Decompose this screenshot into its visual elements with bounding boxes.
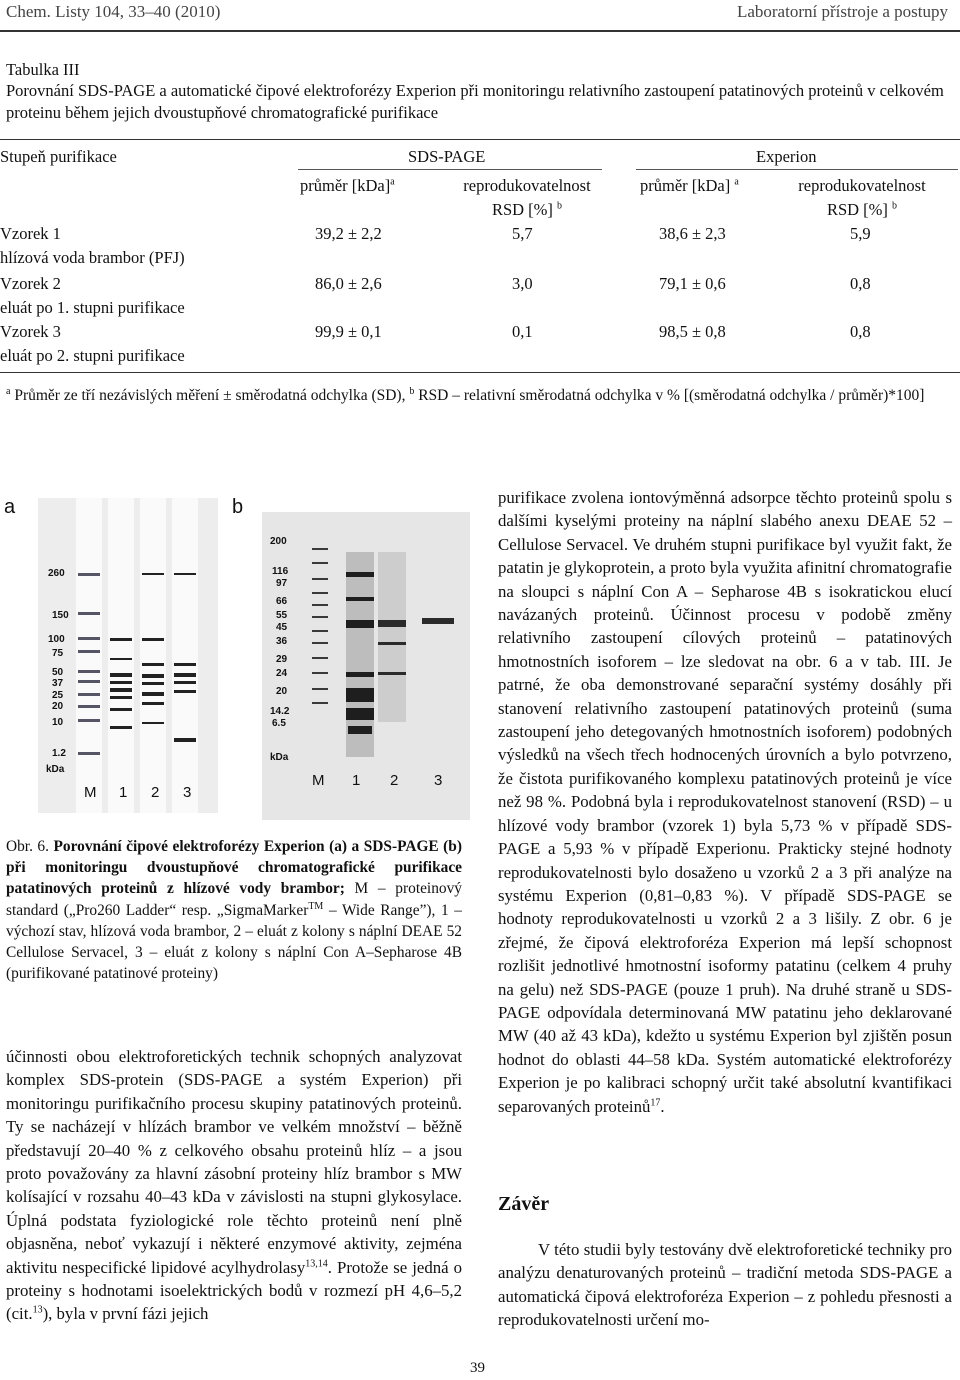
marker-label: 75 <box>52 648 64 659</box>
experion-group-rule <box>636 169 958 170</box>
marker-label: 66 <box>276 596 288 607</box>
panel-b-letter: b <box>232 496 244 518</box>
marker-label: 20 <box>276 686 288 697</box>
marker-label: 10 <box>52 717 64 728</box>
marker-label: 6.5 <box>272 718 286 729</box>
marker-label: 25 <box>52 690 64 701</box>
marker-label: 150 <box>52 610 69 621</box>
unit-label: kDa <box>46 764 65 775</box>
header-rule <box>0 30 960 32</box>
table-header-stage: Stupeň purifikace <box>0 147 117 166</box>
lane-label: 2 <box>390 772 399 789</box>
table-cell: 0,8 <box>850 274 871 293</box>
marker-label: 116 <box>272 566 289 577</box>
table-header-sds: SDS-PAGE <box>408 147 486 166</box>
conclusion-text: V této studii byly testovány dvě elektroforetické techniky pro analýzu denaturovaných proteinů – tradiční metoda SDS-PAGE a automatická čipová elektroforéza Experion – z pohledu přesnosti a reprodukovatelnosti určení mo- <box>498 1240 952 1330</box>
table-cell: 5,7 <box>512 224 533 243</box>
experion-gel-image <box>38 498 218 813</box>
table-header-experion: Experion <box>756 147 817 166</box>
experion-gel <box>38 498 218 813</box>
sds-group-rule <box>298 169 602 170</box>
table-cell: 0,1 <box>512 322 533 341</box>
marker-label: 1.2 <box>52 748 66 759</box>
table-label: Tabulka III <box>6 60 80 79</box>
table-cell: 39,2 ± 2,2 <box>315 224 382 243</box>
table-cell: 79,1 ± 0,6 <box>659 274 726 293</box>
marker-label: 97 <box>276 578 288 589</box>
table-row: Vzorek 2 eluát po 1. stupni purifikace <box>0 274 185 317</box>
lane-label: 1 <box>119 784 128 801</box>
marker-label: 29 <box>276 654 288 665</box>
marker-label: 260 <box>48 568 65 579</box>
lane-label: 3 <box>183 784 192 801</box>
marker-label: 14.2 <box>270 706 290 717</box>
marker-label: 50 <box>52 667 64 678</box>
lane-label: M <box>312 772 325 789</box>
lane-label: M <box>84 784 97 801</box>
table-row: Vzorek 1 hlízová voda brambor (PFJ) <box>0 224 185 267</box>
section-heading-zaver: Závěr <box>498 1193 550 1215</box>
table-caption: Porovnání SDS-PAGE a automatické čipové elektroforézy Experion při monitoringu relativního zastoupení patatinových proteinů v celkovém proteinu během jejich dvoustupňové chromatografické purifikace <box>6 81 944 122</box>
lane-label: 1 <box>352 772 361 789</box>
unit-label: kDa <box>270 752 289 763</box>
marker-label: 45 <box>276 622 288 633</box>
table-cell: 38,6 ± 2,3 <box>659 224 726 243</box>
col-mean-sds: průměr [kDa]$^a$ <box>300 176 395 195</box>
left-column-text: účinnosti obou elektroforetických technik schopných analyzovat komplex SDS-protein (SDS-PAGE a systém Experion) při monitoringu purifikačního procesu skupiny patatinových proteinů. Ty se nacházejí v hlízách brambor ve velkém množství – běžně představují 20–40 % z celkového obsahu proteinů hlíz – a jsou proto považovány za hlavní zásobní proteiny hlíz brambor s MW kolísající v rozsahu 40–43 kDa v závislosti na stupni glykosylace. Úplná podstata fyziologické role těchto proteinů není plně objasněna, neboť vykazují i některé enzymové aktivity, zejména aktivitu nespecifické lipidové acylhydrolasy$^{13,14}$. Protože se jedná o proteiny s hodnotami isoelektrických bodů v rozmezí pH 4,6–5,2 (cit.$^{13}$), byla v první fázi jejich <box>6 1047 463 1324</box>
table-cell: 3,0 <box>512 274 533 293</box>
marker-label: 200 <box>270 536 287 547</box>
table-cell: 0,8 <box>850 322 871 341</box>
sds-page-gel <box>262 512 470 820</box>
section-title: Laboratorní přístroje a postupy <box>736 2 948 21</box>
col-rsd-experion: reprodukovatelnost RSD [%] $^b$ <box>798 176 926 219</box>
journal-citation: Chem. Listy 104, 33–40 (2010) <box>6 2 221 21</box>
table-cell: 98,5 ± 0,8 <box>659 322 726 341</box>
table-cell: 99,9 ± 0,1 <box>315 322 382 341</box>
lane-label: 3 <box>434 772 443 789</box>
marker-label: 20 <box>52 701 64 712</box>
table-cell: 86,0 ± 2,6 <box>315 274 382 293</box>
col-mean-experion: průměr [kDa] $^a$ <box>640 176 739 195</box>
figure-6 <box>0 490 490 820</box>
page-number: 39 <box>470 1360 485 1376</box>
table-cell: 5,9 <box>850 224 871 243</box>
figure-caption: Obr. 6. Porovnání čipové elektroforézy Experion (a) a SDS-PAGE (b) při monitoringu dvoustupňové chromatografické purifikace patatinových proteinů z hlízové vody brambor; M – proteinový standard („Pro260 Ladder“ resp. „SigmaMarker™ – Wide Range”), 1 – výchozí stav, hlízová voda brambor, 2 – eluát z kolony s náplní DEAE 52 Cellulose Servacel, 3 – eluát z kolony s náplní Con A–Sepharose 4B (purifikované patatinové proteiny) <box>6 838 462 983</box>
marker-label: 55 <box>276 610 288 621</box>
right-column-text: purifikace zvolena iontovýměnná adsorpce těchto proteinů spolu s dalšími kyselými proteiny na náplní slabého anexu DEAE 52 – Cellulose Servacel. Ve druhém stupni purifikace byl využit fakt, že patatin je glykoprotein, a proto byla využita afinitní chromatografie na sloupci s náplní Con A – Sepharose 4B s isokratickou elucí navázaných proteinů. Účinnost procesu v podobě změny relativního zastoupení cílových proteinů – patatinových hmotnostních isoforem – lze sledovat na obr. 6 a v tab. III. Je patrné, že oba demonstrované separační systémy dosáhly při stanovení relativního zastoupení patatinových proteinů (suma zastoupení jeho detegovaných hmotnostních isoforem) podobných výsledků na všech třech hodnocených úrovních a bylo potvrzeno, že čistota purifikovaného komplexu patatinových proteinů je více než 98 %. Podobná byla i reprodukovatelnost stanovení (RSD) – u hlízové vody brambor (vzorek 1) byla 5,73 % v případě SDS-PAGE a 5,93 % v případě Experionu. Prakticky stejné hodnoty reprodukovatelnosti bylo dosaženo u vzorků 2 a 3 při analýze na systému Experion (0,81–0,83 %). V případě SDS-PAGE se hodnoty reprodukovatelnosti u vzorků 2 a 3 lišily. Z obr. 6 je zřejmé, že čipová elektroforéza Experion má lepší schopnost rozlišit jednotlivé hmotnostní isoformy patatinu (celkem 4 pruhy na gelu) než SDS-PAGE (pouze 1 pruh). Na druhé straně u SDS-PAGE odpovídala determinovaná MW patatinu jeho deklarované MW (40 až 43 kDa), kdežto u systému Experion byl zjištěn posun hodnot do oblasti 44–58 kDa. Systém automatické elektroforézy Experion je po kalibraci schopný určit také absolutní kvantifikaci separovaných proteinů$^{17}$. <box>498 488 952 1116</box>
marker-label: 37 <box>52 678 64 689</box>
lane-label: 2 <box>151 784 160 801</box>
marker-label: 36 <box>276 636 288 647</box>
marker-label: 100 <box>48 634 65 645</box>
table-footnote: $^a$ Průměr ze tří nezávislých měření ± směrodatná odchylka (SD), $^b$ RSD – relativní směrodatná odchylka v % [(směrodatná odchylka / průměr)*100] <box>6 385 925 404</box>
table-top-rule <box>0 139 960 140</box>
marker-label: 24 <box>276 668 288 679</box>
panel-a-letter: a <box>4 496 16 518</box>
table-bottom-rule <box>0 372 960 373</box>
col-rsd-sds: reprodukovatelnost RSD [%] $^b$ <box>463 176 591 219</box>
table-row: Vzorek 3 eluát po 2. stupni purifikace <box>0 322 185 365</box>
